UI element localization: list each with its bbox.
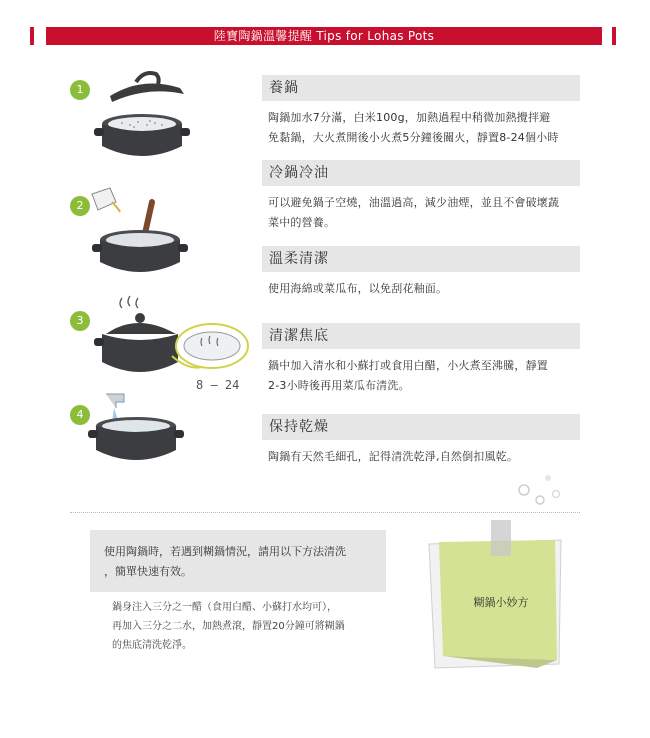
tip-intro-line: ，簡單快速有效。 [104, 565, 192, 578]
header-bar [30, 27, 620, 45]
tip-intro-line: 使用陶鍋時，若遇到糊鍋情況，請用以下方法清洗 [104, 545, 346, 558]
tip-body [112, 598, 382, 655]
section-title-cold-pot-cold-oil: 冷鍋冷油 [262, 160, 580, 186]
sticky-note-label: 糊鍋小妙方 [473, 596, 529, 609]
step-number-3: 3 [70, 311, 90, 331]
pot-with-rice-illustration [92, 66, 192, 176]
section-title-gentle-cleaning: 溫柔清潔 [262, 246, 580, 272]
tape-icon [491, 520, 511, 556]
lid-icon [110, 73, 184, 102]
faucet-icon [106, 394, 124, 408]
section-title-season-pot: 養鍋 [262, 75, 580, 101]
pot-drying-illustration [86, 392, 186, 482]
body-line: 免黏鍋，大火煮開後小火煮5分鐘後關火，靜置8-24個小時 [268, 131, 559, 144]
steam-icon [120, 296, 138, 308]
body-line: 陶鍋加水7分滿，白米100g，加熱過程中稍微加熱攪拌避 [268, 111, 551, 124]
section-body-season-pot [268, 108, 588, 148]
body-line: 2-3小時後再用菜瓜布清洗。 [268, 379, 410, 392]
section-body-clean-burnt-bottom [268, 356, 588, 396]
tip-intro-box [90, 530, 386, 592]
oil-bottle-icon [92, 188, 120, 212]
header-title: 陸寶陶鍋溫馨提醒 Tips for Lohas Pots [46, 27, 602, 45]
header-left-tick [30, 27, 34, 45]
simmer-time-label: 8 – 24 [196, 378, 240, 392]
section-divider [70, 512, 580, 513]
step-number-4: 4 [70, 405, 90, 425]
step-number-2: 2 [70, 196, 90, 216]
step-number-1: 1 [70, 80, 90, 100]
section-title-clean-burnt-bottom: 清潔焦底 [262, 323, 580, 349]
body-line: 陶鍋有天然毛細孔，記得清洗乾淨,自然倒扣風乾。 [268, 450, 519, 463]
tip-body-line: 再加入三分之二水，加熱煮滾，靜置20分鐘可將糊鍋 [112, 621, 345, 632]
body-line: 使用海綿或菜瓜布，以免刮花釉面。 [268, 282, 448, 295]
section-title-keep-dry: 保持乾燥 [262, 414, 580, 440]
tip-body-line: 的焦底清洗乾淨。 [112, 640, 192, 651]
section-body-gentle-cleaning [268, 279, 588, 299]
section-body-keep-dry [268, 447, 588, 467]
bubbles-decoration [510, 466, 566, 510]
pot-oil-illustration [90, 184, 190, 284]
section-body-cold-pot-cold-oil [268, 193, 588, 233]
body-line: 鍋中加入清水和小蘇打或食用白醋，小火煮至沸騰，靜置 [268, 359, 548, 372]
header-right-tick [612, 27, 616, 45]
body-line: 可以避免鍋子空燒，油溫過高，減少油煙，並且不會破壞蔬 [268, 196, 560, 209]
body-line: 菜中的營養。 [268, 216, 336, 229]
tip-body-line: 鍋身注入三分之一醋（食用白醋、小蘇打水均可）， [112, 602, 337, 613]
